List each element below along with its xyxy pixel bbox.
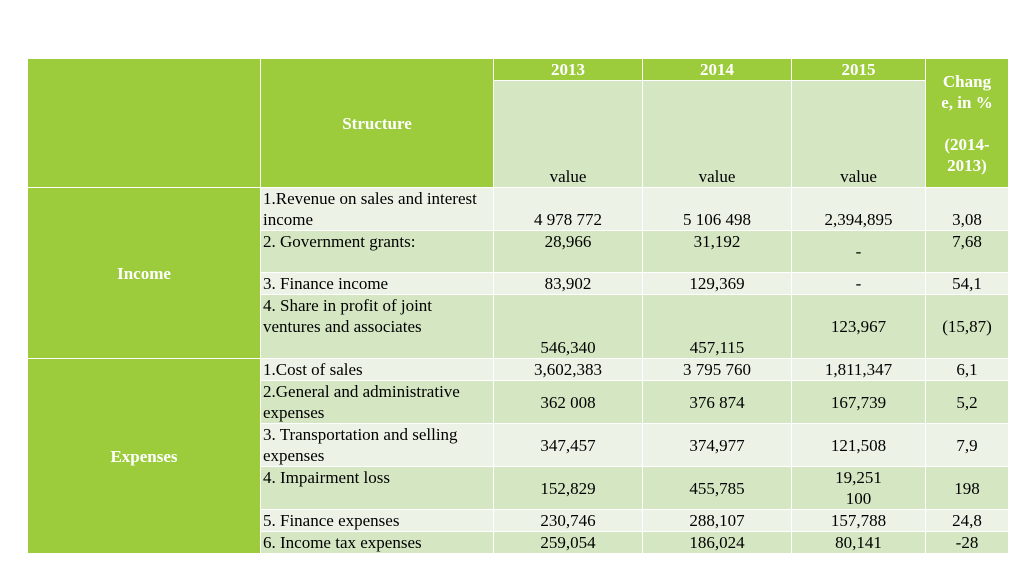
cell-2014: 129,369 xyxy=(643,273,792,295)
value-label-2014: value xyxy=(643,81,792,188)
row-label: 2. Government grants: xyxy=(261,231,494,273)
cell-2014: 288,107 xyxy=(643,510,792,532)
change-header-line1: Chang xyxy=(942,71,992,91)
cell-change: 198 xyxy=(926,467,1009,510)
year-header-2015: 2015 xyxy=(792,59,926,81)
cell-2015: 1,811,347 xyxy=(792,359,926,381)
row-label: 4. Impairment loss xyxy=(261,467,494,510)
cell-2015-line1: 19,251 xyxy=(835,468,882,487)
change-header-line3: (2014- xyxy=(944,134,990,154)
cell-change: (15,87) xyxy=(926,295,1009,359)
cell-change: 54,1 xyxy=(926,273,1009,295)
cell-2015: 121,508 xyxy=(792,424,926,467)
cell-change: 5,2 xyxy=(926,381,1009,424)
cell-2013: 4 978 772 xyxy=(494,188,643,231)
cell-change: 3,08 xyxy=(926,188,1009,231)
table-row xyxy=(28,359,1009,381)
row-label: 1.Revenue on sales and interest income xyxy=(261,188,494,231)
row-label: 2.General and administrative expenses xyxy=(261,381,494,424)
cell-change: 24,8 xyxy=(926,510,1009,532)
cell-change: -28 xyxy=(926,532,1009,554)
cell-change: 7,9 xyxy=(926,424,1009,467)
cell-2015 xyxy=(792,467,926,510)
expenses-section-label: Expenses xyxy=(28,359,261,554)
cell-2014: 5 106 498 xyxy=(643,188,792,231)
year-header-2014: 2014 xyxy=(643,59,792,81)
header-corner-cell xyxy=(28,59,261,188)
value-label-2013: value xyxy=(494,81,643,188)
cell-2013: 362 008 xyxy=(494,381,643,424)
cell-2014: 374,977 xyxy=(643,424,792,467)
cell-2013: 28,966 xyxy=(494,231,643,273)
cell-2015: 167,739 xyxy=(792,381,926,424)
cell-2015: 2,394,895 xyxy=(792,188,926,231)
row-label: 5. Finance expenses xyxy=(261,510,494,532)
cell-2015: 80,141 xyxy=(792,532,926,554)
cell-2013: 347,457 xyxy=(494,424,643,467)
income-section-label: Income xyxy=(28,188,261,359)
cell-2014: 376 874 xyxy=(643,381,792,424)
cell-2014: 455,785 xyxy=(643,467,792,510)
cell-2013: 259,054 xyxy=(494,532,643,554)
cell-2014: 457,115 xyxy=(643,295,792,359)
year-header-2013: 2013 xyxy=(494,59,643,81)
change-header-line2: e, in % xyxy=(941,92,993,112)
cell-2015: 157,788 xyxy=(792,510,926,532)
change-header-spacer xyxy=(928,113,1006,134)
cell-2015: 123,967 xyxy=(792,295,926,359)
value-label-2015: value xyxy=(792,81,926,188)
table-row xyxy=(28,188,1009,231)
financial-structure-table xyxy=(27,58,1009,554)
cell-2013: 546,340 xyxy=(494,295,643,359)
row-label: 4. Share in profit of joint ventures and associates xyxy=(261,295,494,359)
cell-2014: 186,024 xyxy=(643,532,792,554)
row-label: 6. Income tax expenses xyxy=(261,532,494,554)
row-label: 3. Transportation and selling expenses xyxy=(261,424,494,467)
row-label: 3. Finance income xyxy=(261,273,494,295)
structure-header: Structure xyxy=(261,59,494,188)
cell-2014: 31,192 xyxy=(643,231,792,273)
change-header-line4: 2013) xyxy=(947,155,987,175)
cell-2013: 230,746 xyxy=(494,510,643,532)
cell-2014: 3 795 760 xyxy=(643,359,792,381)
cell-2013: 152,829 xyxy=(494,467,643,510)
cell-change: 7,68 xyxy=(926,231,1009,273)
cell-2013: 83,902 xyxy=(494,273,643,295)
cell-change: 6,1 xyxy=(926,359,1009,381)
cell-2015: - xyxy=(792,231,926,273)
row-label: 1.Cost of sales xyxy=(261,359,494,381)
cell-2015-line2: 100 xyxy=(845,489,872,508)
change-header xyxy=(926,59,1009,188)
cell-2013: 3,602,383 xyxy=(494,359,643,381)
cell-2015: - xyxy=(792,273,926,295)
